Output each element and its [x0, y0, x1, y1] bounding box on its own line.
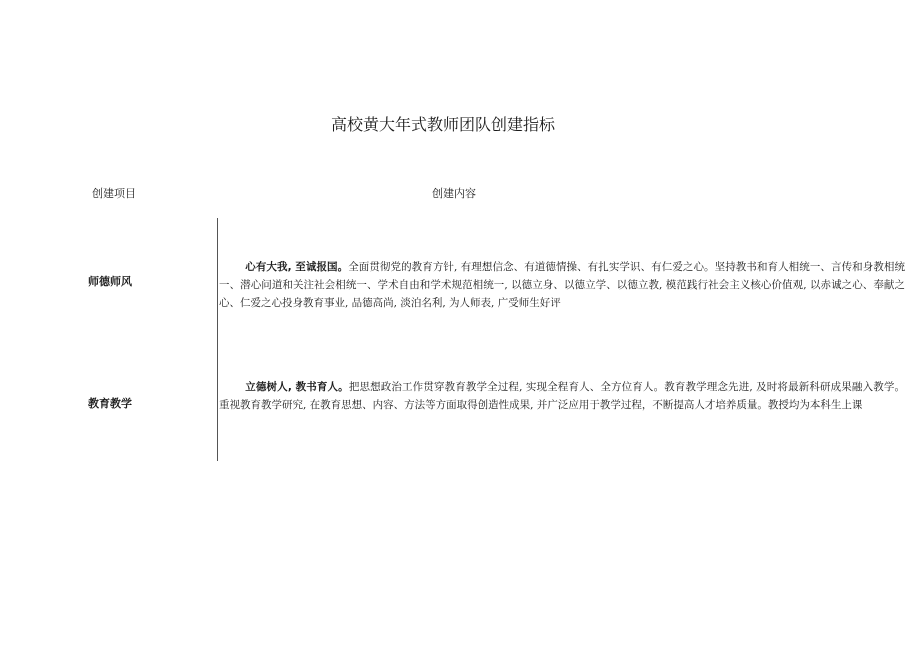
row-lead-teaching: 立德树人, 教书育人。	[245, 381, 349, 393]
row-label-ethics: 师德师风	[88, 275, 132, 288]
column-header-content: 创建内容	[432, 187, 476, 200]
row-body-ethics: 全面贯彻党的教育方针, 有理想信念、有道德情操、有扎实学识、有仁爱之心。坚持教书和育人相统一、言传和身教相统一、潜心问道和关注社会相统一、学术自由和学术规范相统一, 以德立身、以德立学、以德立教, 模范践行社会主义核心价值观, 以赤诚之心、奉献之心、仁爱之心投身教育事业, 品德高尚, 淡泊名利, 为人师表, 广受师生好评	[219, 261, 905, 309]
page-title: 高校黄大年式教师团队创建指标	[330, 115, 555, 134]
row-content-teaching	[219, 378, 905, 414]
column-header-item: 创建项目	[92, 187, 136, 200]
row-lead-ethics: 心有大我, 至诚报国。	[245, 261, 349, 273]
table-divider	[217, 218, 218, 461]
row-body-teaching: 把思想政治工作贯穿教育教学全过程, 实现全程育人、全方位育人。教育教学理念先进, 及时将最新科研成果融入教学。重视教育教学研究, 在教育思想、内容、方法等方面取得创造性成果, 并广泛应用于教学过程，不断提高人才培养质量。教授均为本科生上课	[219, 381, 905, 411]
row-label-teaching: 教育教学	[88, 397, 132, 410]
row-content-ethics	[219, 258, 905, 312]
